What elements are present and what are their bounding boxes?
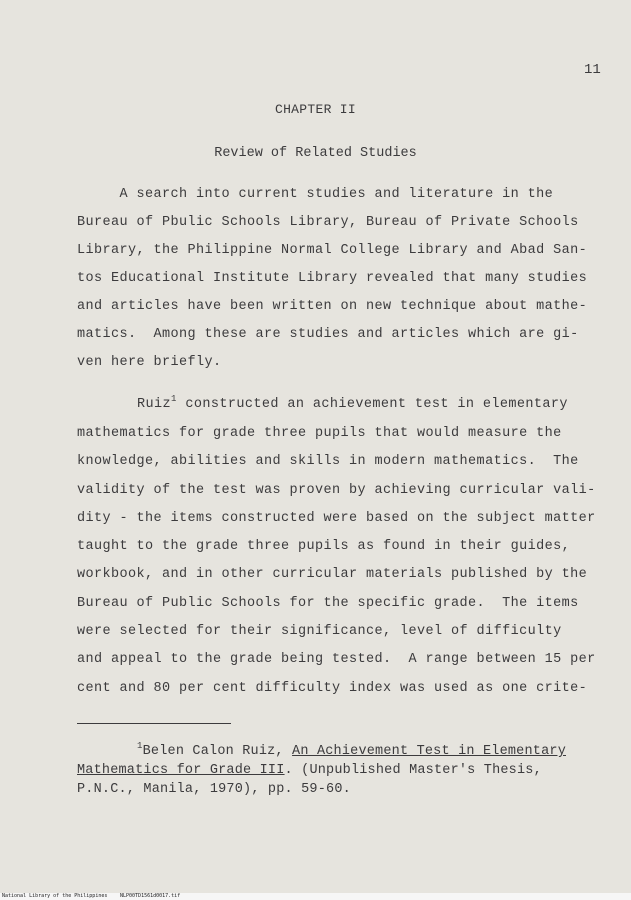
paragraph-line: cent and 80 per cent difficulty index was used as one crite- (77, 681, 588, 696)
paragraph-first-line (137, 394, 568, 412)
paragraph-line: A search into current studies and literature in the (77, 187, 554, 202)
footnote-line: P.N.C., Manila, 1970), pp. 59-60. (77, 782, 351, 797)
paragraph-line: knowledge, abilities and skills in modern mathematics. The (77, 454, 579, 469)
paragraph-line: tos Educational Institute Library revealed that many studies (77, 271, 588, 286)
paragraph-line: and articles have been written on new technique about mathe- (77, 299, 588, 314)
paragraph-line: were selected for their significance, level of difficulty (77, 624, 562, 639)
paragraph-line: Bureau of Pbulic Schools Library, Bureau of Private Schools (77, 215, 579, 230)
footnote-title: Mathematics for Grade III (77, 763, 285, 778)
paragraph-line: Library, the Philippine Normal College Library and Abad San- (77, 243, 588, 258)
file-name: NLP00TD1561d0017.tif (120, 893, 181, 899)
paragraph-line: dity - the items constructed were based on the subject matter (77, 511, 596, 526)
footnote-text: . (Unpublished Master's Thesis, (284, 763, 542, 778)
footnote-number: 1 (137, 741, 143, 751)
footnote-title: An Achievement Test in Elementary (292, 744, 566, 759)
paragraph-line: validity of the test was proven by achieving curricular vali- (77, 483, 596, 498)
paragraph-line: and appeal to the grade being tested. A range between 15 per (77, 652, 596, 667)
author-name: Ruiz (137, 397, 172, 412)
paragraph-line: taught to the grade three pupils as found in their guides, (77, 539, 571, 554)
footnote-line (77, 763, 542, 778)
section-title: Review of Related Studies (214, 146, 417, 161)
paragraph-line: workbook, and in other curricular materials published by the (77, 567, 588, 582)
chapter-heading: CHAPTER II (274, 102, 356, 117)
paragraph-line: matics. Among these are studies and articles which are gi- (77, 327, 579, 342)
footnote-marker: 1 (171, 394, 177, 404)
scan-footer (0, 893, 631, 900)
paragraph-line: mathematics for grade three pupils that would measure the (77, 426, 562, 441)
footnote-author: Belen Calon Ruiz, (142, 744, 293, 759)
paragraph-text: constructed an achievement test in elementary (176, 397, 568, 412)
library-label: National Library of the Philippines (2, 893, 108, 899)
paragraph-line: Bureau of Public Schools for the specific grade. The items (77, 596, 579, 611)
paragraph-line: ven here briefly. (77, 355, 222, 370)
footnote-divider (77, 723, 231, 724)
footnote-line (77, 741, 566, 759)
page-number: 11 (584, 62, 601, 78)
